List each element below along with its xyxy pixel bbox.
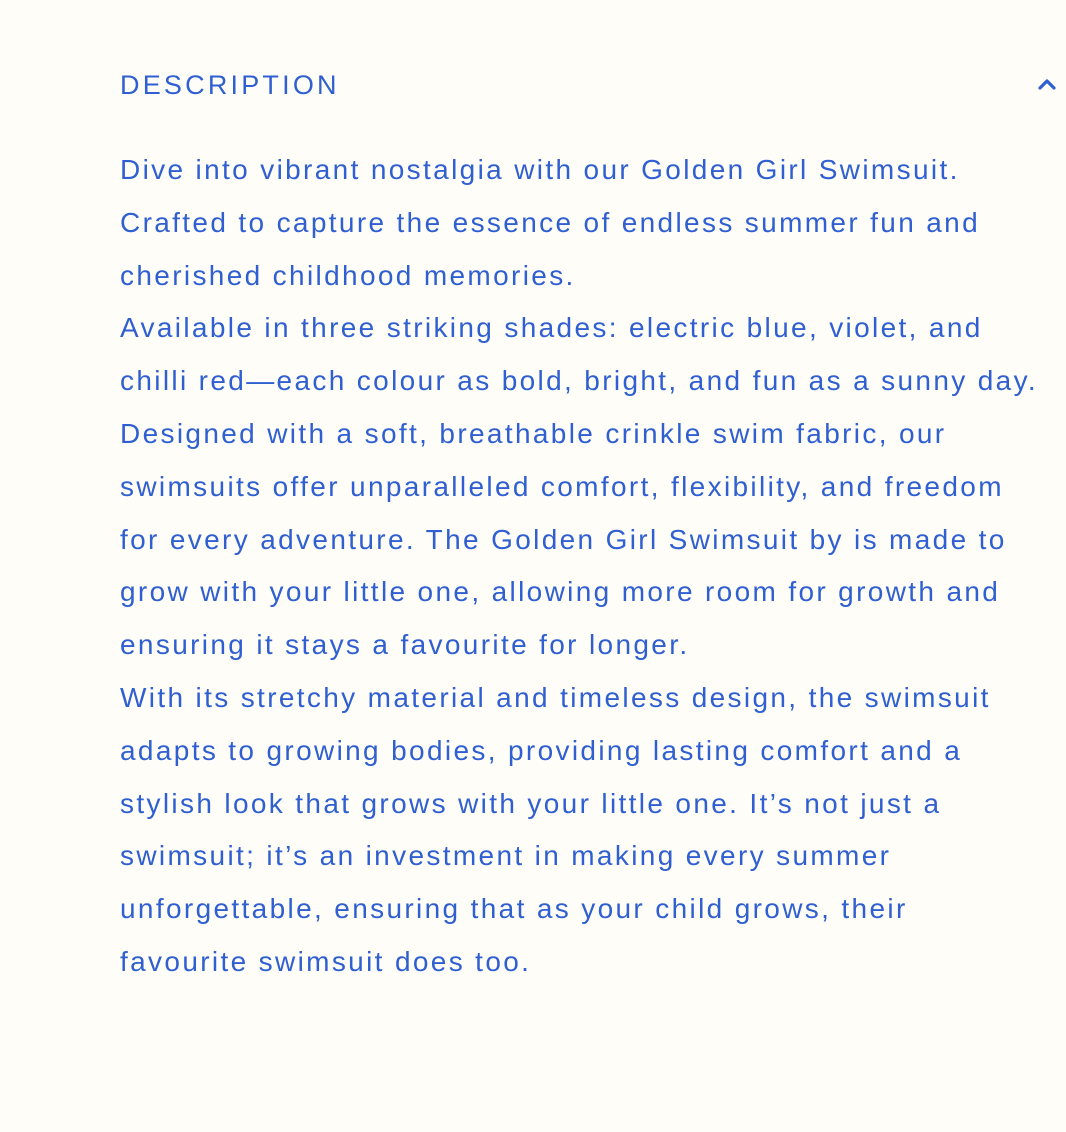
description-paragraph: Available in three striking shades: electric blue, violet, and chilli red—each colour as bold, bright, and fun as a sunny day. (120, 312, 1038, 397)
accordion-content (120, 144, 1045, 989)
accordion-header[interactable] (0, 56, 1066, 116)
description-paragraph: With its stretchy material and timeless design, the swimsuit adapts to growing bodies, providing lasting comfort and a stylish look that grows with your little one. It’s not just a swimsuit; it’s an investment in making every summer unforgettable, ensuring that as your child grows, their favourite swimsuit does too. (120, 681, 991, 977)
description-paragraph: Designed with a soft, breathable crinkle swim fabric, our swimsuits offer unparalleled comfort, flexibility, and freedom for every adventure. The Golden Girl Swimsuit by is made to grow with your little one, allowing more room for growth and ensuring it stays a favourite for longer. (120, 417, 1007, 661)
accordion-title: DESCRIPTION (120, 70, 340, 100)
chevron-up-icon[interactable] (1036, 76, 1058, 92)
description-paragraph: Dive into vibrant nostalgia with our Golden Girl Swimsuit. Crafted to capture the essence of endless summer fun and cherished childhood memories. (120, 154, 981, 291)
